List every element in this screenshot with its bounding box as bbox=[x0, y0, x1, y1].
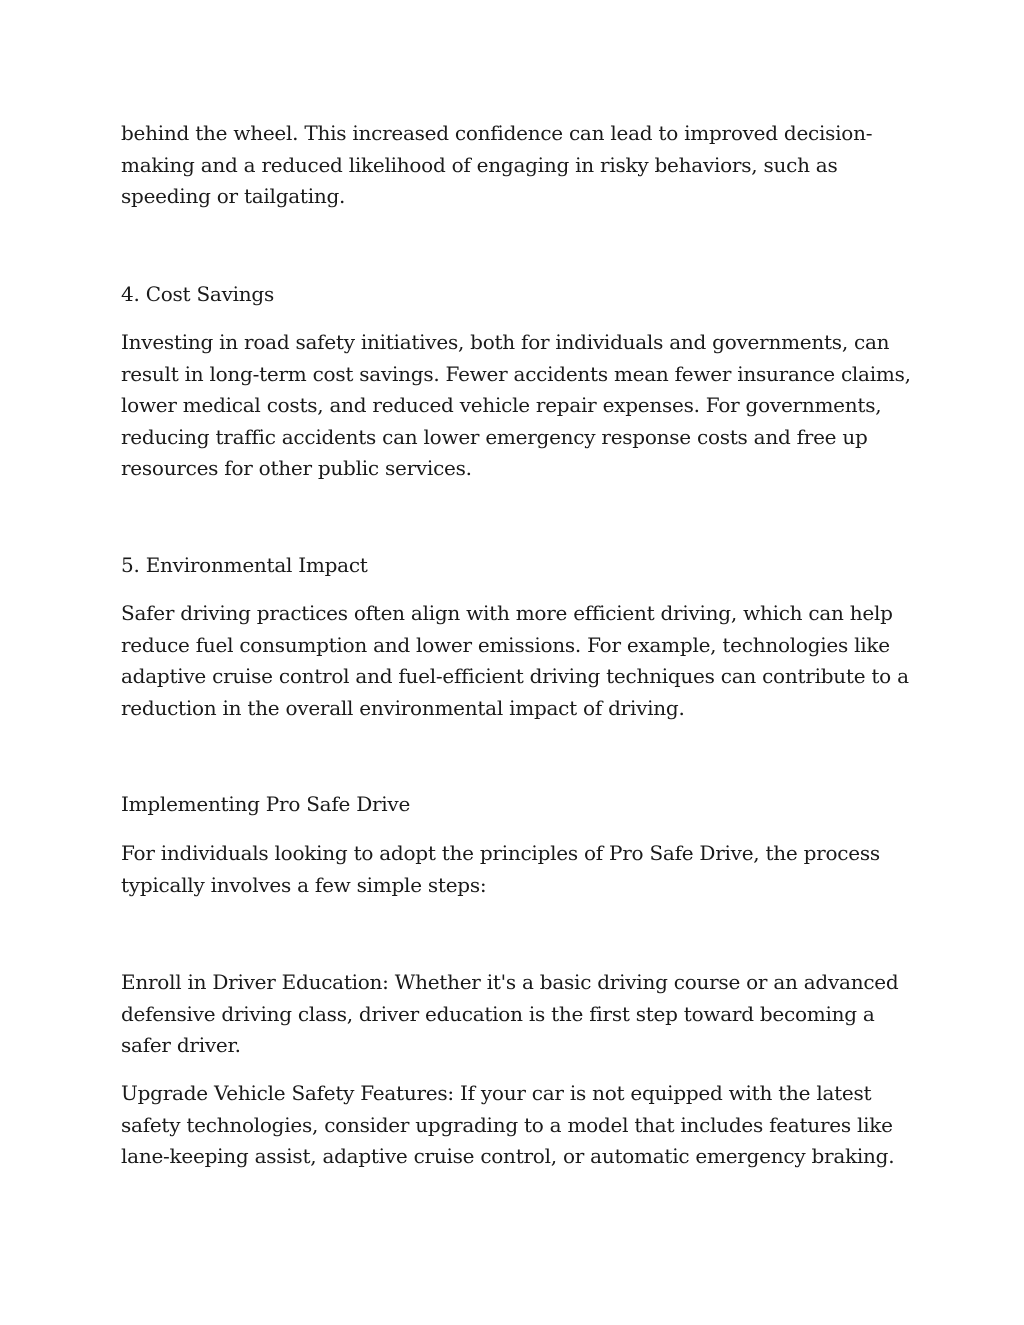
cost-savings-paragraph: Investing in road safety initiatives, both for individuals and governments, can result in long-term cost savings. Fewer accidents mean fewer insurance claims, lower medical costs, and reduced vehicle repair expenses. For governments, reducing traffic accidents can lower emergency response costs and free up resources for other public services. bbox=[121, 330, 911, 480]
intro-paragraph: behind the wheel. This increased confidence can lead to improved decision-making and a reduced likelihood of engaging in risky behaviors, such as speeding or tailgating. bbox=[121, 121, 873, 208]
implementing-heading: Implementing Pro Safe Drive bbox=[121, 792, 411, 816]
environmental-impact-paragraph: Safer driving practices often align with more efficient driving, which can help reduce fuel consumption and lower emissions. For example, technologies like adaptive cruise control and fuel-efficient driving techniques can contribute to a reduction in the overall environmental impact of driving. bbox=[121, 601, 909, 720]
upgrade-step-paragraph: Upgrade Vehicle Safety Features: If your car is not equipped with the latest safety technologies, consider upgrading to a model that includes features like lane-keeping assist, adaptive cruise control, or automatic emergency braking. bbox=[121, 1081, 895, 1168]
cost-savings-heading: 4. Cost Savings bbox=[121, 282, 274, 306]
enroll-step-paragraph: Enroll in Driver Education: Whether it's a basic driving course or an advanced defensive driving class, driver education is the first step toward becoming a safer driver. bbox=[121, 970, 899, 1057]
environmental-impact-heading: 5. Environmental Impact bbox=[121, 553, 368, 577]
implementing-paragraph: For individuals looking to adopt the principles of Pro Safe Drive, the process typically involves a few simple steps: bbox=[121, 841, 880, 897]
